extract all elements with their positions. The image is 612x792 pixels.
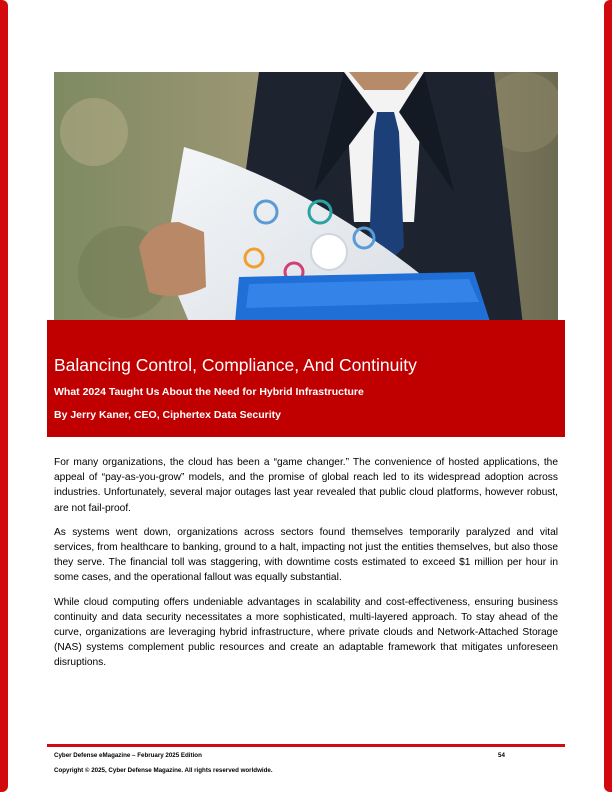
article-paragraph: For many organizations, the cloud has been a “game changer.” The convenience of hosted applications, the appeal of “pay-as-you-grow” models, and the promise of global reach led to its widespread adoption across industries. Unfortunately, several major outages last year revealed that public cloud platforms, however robust, are not fail-proof. [54,457,558,514]
article-subtitle: What 2024 Taught Us About the Need for Hybrid Infrastructure [54,386,364,398]
title-banner [47,320,565,437]
right-edge-stripe [604,0,612,792]
businessman-with-report-illustration [54,72,558,334]
footer-divider [47,744,565,747]
hero-photo [54,72,558,334]
article-body [54,455,558,680]
footer-copyright: Copyright © 2025, Cyber Defense Magazine. All rights reserved worldwide. [54,767,273,774]
article-title: Balancing Control, Compliance, And Continuity [54,355,417,375]
footer-edition: Cyber Defense eMagazine – February 2025 Edition [54,752,202,759]
article-paragraph: While cloud computing offers undeniable advantages in scalability and cost-effectiveness, ensuring business continuity and data security necessitates a more sophisticated, multi-layered approach. To stay ahead of the curve, organizations are leveraging hybrid infrastructure, where private clouds and Network-Attached Storage (NAS) systems complement public resources and create an adaptable framework that mitigates unforeseen disruptions. [54,596,558,669]
page-number: 54 [498,752,505,759]
left-edge-stripe [0,0,8,792]
article-paragraph: As systems went down, organizations across sectors found themselves temporarily paralyzed and vital services, from healthcare to banking, ground to a halt, impacting not just the entities themselves, but also those they serve. The financial toll was staggering, with downtime costs estimated to exceed $1 million per hour in some cases, and the operational fallout was equally substantial. [54,526,558,584]
article-byline: By Jerry Kaner, CEO, Ciphertex Data Security [54,409,282,421]
